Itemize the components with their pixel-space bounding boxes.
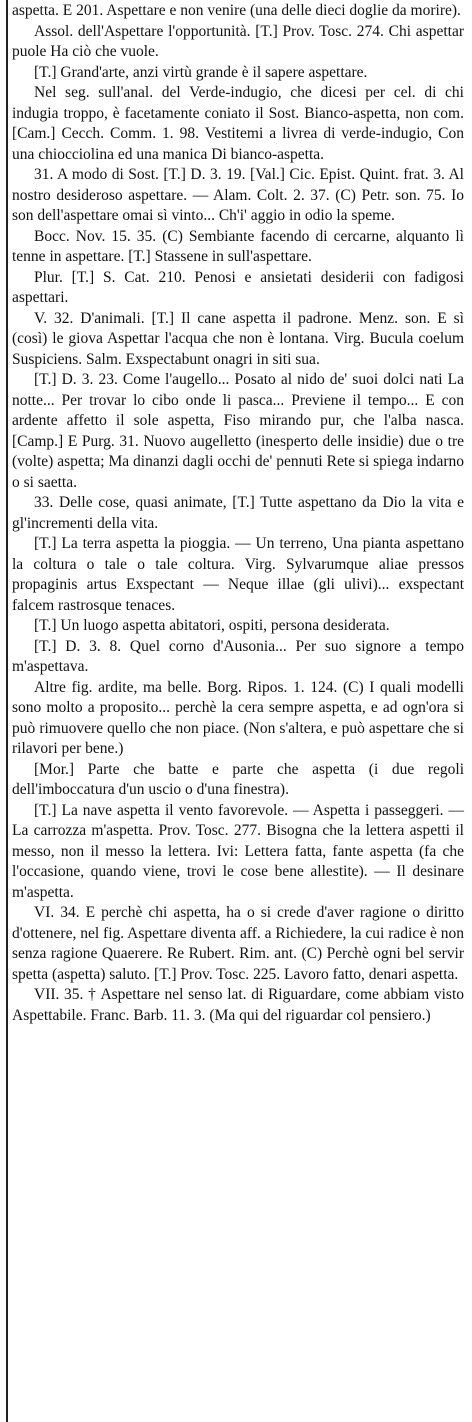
paragraph: Plur. [T.] S. Cat. 210. Penosi e ansietati desiderii con fadigosi aspettari. (12, 268, 464, 306)
column-rule (6, 0, 8, 1422)
paragraph: VI. 34. E perchè chi aspetta, ha o si crede d'aver ragione o diritto d'ottenere, nel fig. Aspettare diventa aff. a Richiedere, la cui radice è non senza ragione Quaerere. Re Rubert. Rim. ant. (C) Perchè ogni bel servir spetta (aspetta) saluto. [T.] Prov. Tosc. 225. Lavoro fatto, denari aspetta. (12, 904, 464, 983)
paragraph: VII. 35. † Aspettare nel senso lat. di Riguardare, come abbiam visto Aspettabile. Franc. Barb. 11. 3. (Ma qui del riguardar col pensiero.) (12, 986, 464, 1024)
paragraph: [Mor.] Parte che batte e parte che aspetta (i due regoli dell'imboccatura d'un uscio o d'una finestra). (12, 760, 464, 798)
paragraph: [T.] D. 3. 8. Quel corno d'Ausonia... Per suo signore a tempo m'aspettava. (12, 637, 464, 675)
paragraph: Assol. dell'Aspettare l'opportunità. [T.] Prov. Tosc. 274. Chi aspettar puole Ha ciò che vuole. (12, 22, 464, 60)
paragraph: V. 32. D'animali. [T.] Il cane aspetta il padrone. Menz. son. E sì (così) le giova Aspettar l'acqua che non è lontana. Virg. Bucula coelum Suspiciens. Salm. Exspectabunt onagri in siti sua. (12, 309, 464, 368)
paragraph: Bocc. Nov. 15. 35. (C) Sembiante facendo di cercarne, alquanto lì tenne in aspettare. [T.] Stassene in sull'aspettare. (12, 227, 464, 265)
paragraph: [T.] Un luogo aspetta abitatori, ospiti, persona desiderata. (34, 617, 390, 634)
paragraph: aspetta. E 201. Aspettare e non venire (una delle dieci doglie da morire). (12, 2, 461, 19)
paragraph: [T.] La terra aspetta la pioggia. — Un terreno, Una pianta aspettano la coltura o tale o tale coltura. Virg. Sylvarumque aliae pressos propaginis artus Exspectant — Neque illae (gli ulivi)... exspectant falcem rastrosque tenaces. (12, 535, 464, 614)
paragraph: [T.] D. 3. 23. Come l'augello... Posato al nido de' suoi dolci nati La notte... Per trovar lo cibo onde li pasca... Previene il tempo... E con ardente affetto il sole aspetta, Fiso mirando pur, che l'alba nasca. [Camp.] E Purg. 31. Nuovo augelletto (inesperto delle insidie) due o tre (volte) aspetta; Ma dinanzi dagli occhi de' pennuti Rete si spiega indarno o si saetta. (12, 371, 464, 491)
paragraph: 31. A modo di Sost. [T.] D. 3. 19. [Val.] Cic. Epist. Quint. frat. 3. Al nostro desideroso aspettare. — Alam. Colt. 2. 37. (C) Petr. son. 75. Io son dell'aspettare omai sì vinto... Ch'i' aggio in odio la speme. (12, 166, 464, 224)
paragraph: [T.] La nave aspetta il vento favorevole. — Aspetta i passeggeri. — La carrozza m'aspetta. Prov. Tosc. 277. Bisogna che la lettera aspetti il messo, non il messo la lettera. Ivi: Lettera fatta, fante aspetta (fa che l'occasione, quando viene, trovi le cose bene allestite). — Il desinare m'aspetta. (12, 801, 464, 901)
paragraph: Altre fig. ardite, ma belle. Borg. Ripos. 1. 124. (C) I quali modelli sono molto a proposito... perchè la cera sempre aspetta, e ad ogn'ora si può rimuovere quello che non piace. (Non s'altera, e può aspettare che si rilavori per bene.) (12, 678, 464, 757)
text-column (12, 1, 464, 1026)
paragraph: 33. Delle cose, quasi animate, [T.] Tutte aspettano da Dio la vita e gl'incrementi della vita. (12, 494, 464, 532)
paragraph: [T.] Grand'arte, anzi virtù grande è il sapere aspettare. (34, 63, 368, 81)
paragraph: Nel seg. sull'anal. del Verde-indugio, che dicesi per cel. di chi indugia troppo, è facetamente coniato il Sost. Bianco-aspetta, non com. [Cam.] Cecch. Comm. 1. 98. Vestitemi a livrea di verde-indugio, Con una chiocciolina ed una manica Di bianco-aspetta. (12, 84, 464, 163)
